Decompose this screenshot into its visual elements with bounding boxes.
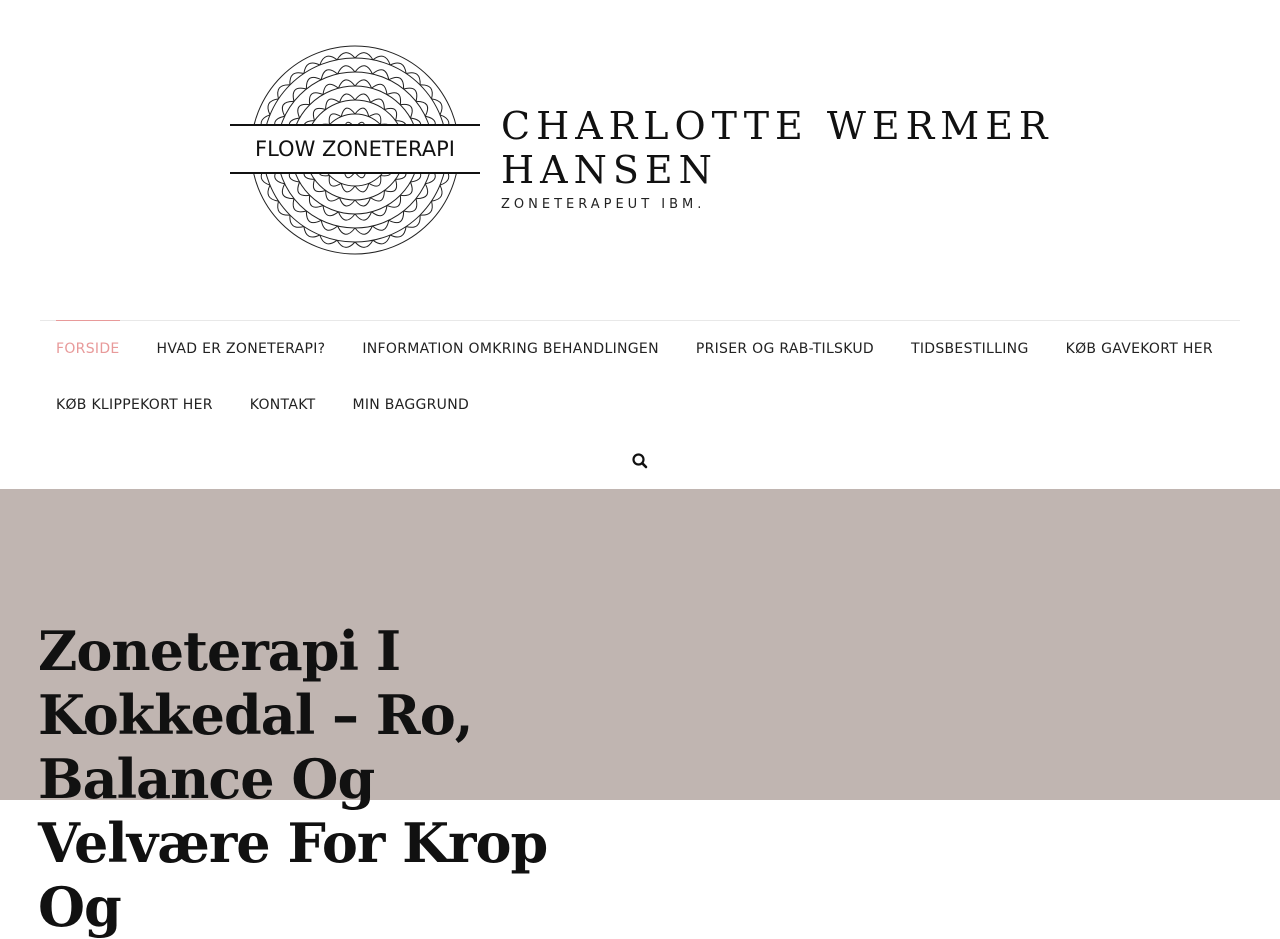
mandala-petal [355, 108, 369, 117]
mandala-petal [341, 108, 355, 117]
hero-title: Zoneterapi I Kokkedal – Ro, Balance Og Velvære For Krop Og [38, 619, 548, 939]
nav-row-1 [40, 321, 1234, 377]
mandala-petal [341, 183, 355, 192]
nav-item-kontakt[interactable]: KONTAKT [249, 397, 316, 413]
site-header [0, 0, 1280, 320]
nav-item-klippekort[interactable]: KØB KLIPPEKORT HER [56, 397, 213, 413]
main-navigation [40, 320, 1240, 489]
nav-item-priser[interactable]: PRISER OG RAB-TILSKUD [695, 341, 874, 357]
mandala-petal [355, 198, 371, 206]
hero-section [0, 489, 1280, 939]
search-icon[interactable] [630, 451, 650, 471]
logo-text: FLOW ZONETERAPI [230, 124, 480, 174]
mandala-petal [355, 94, 371, 102]
nav-item-forside[interactable]: FORSIDE [40, 321, 136, 377]
nav-item-tidsbestilling[interactable]: TIDSBESTILLING [910, 341, 1029, 357]
site-title[interactable]: CHARLOTTE WERMER HANSEN [501, 104, 1054, 192]
mandala-petal [340, 94, 356, 102]
mandala-petal [340, 198, 356, 206]
nav-item-min-baggrund[interactable]: MIN BAGGRUND [352, 397, 470, 413]
nav-item-hvad-er-zoneterapi[interactable]: HVAD ER ZONETERAPI? [156, 341, 326, 357]
nav-item-gavekort[interactable]: KØB GAVEKORT HER [1065, 341, 1213, 357]
site-tagline: ZONETERAPEUT IBM. [501, 197, 706, 212]
mandala-petal [355, 183, 369, 192]
site-logo[interactable] [230, 40, 480, 260]
nav-item-information[interactable]: INFORMATION OMKRING BEHANDLINGEN [362, 341, 659, 357]
nav-row-2 [40, 377, 490, 433]
